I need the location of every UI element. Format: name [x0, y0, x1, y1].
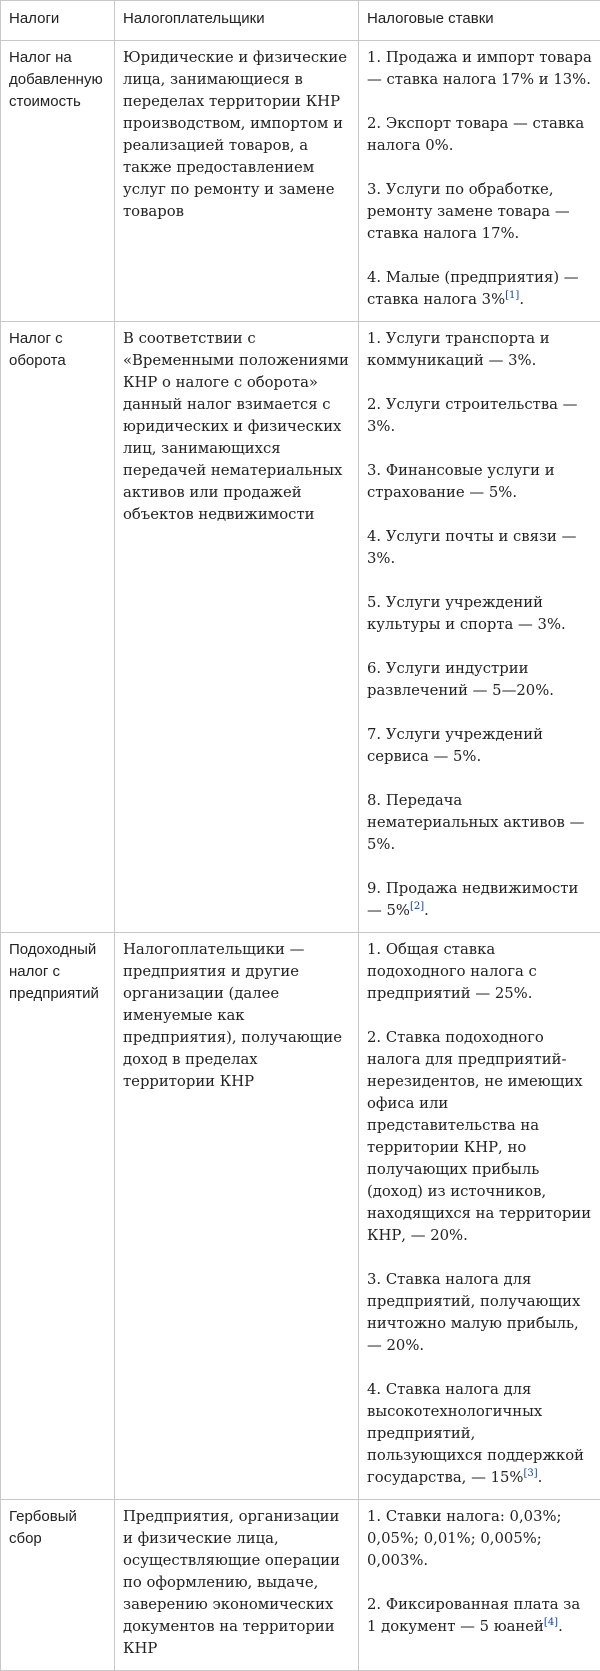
- rate-item: 2. Экспорт товара — ставка налога 0%.: [367, 113, 592, 157]
- rates-cell: [359, 933, 600, 1500]
- rate-text: 9. Продажа недвижимости — 5%: [367, 880, 578, 919]
- tax-name-cell: Налог с оборота: [1, 322, 115, 933]
- rate-text: 4. Ставка налога для высокотехнологичных предприятий, пользующихся поддержкой государства, — 15%: [367, 1381, 584, 1486]
- tax-name-cell: Гербовый сбор: [1, 1500, 115, 1671]
- rate-item: 1. Продажа и импорт товара — ставка налога 17% и 13%.: [367, 47, 592, 91]
- rate-item: 2. Ставка подоходного налога для предприятий-нерезидентов, не имеющих офиса или представительства на территории КНР, но получающих прибыль (доход) из источников, находящихся на территории КНР, — 20%.: [367, 1027, 592, 1247]
- header-tax-rates: Налоговые ставки: [359, 1, 600, 41]
- rate-item: 7. Услуги учреждений сервиса — 5%.: [367, 724, 592, 768]
- rates-cell: [359, 41, 600, 322]
- rate-item: 3. Финансовые услуги и страхование — 5%.: [367, 460, 592, 504]
- rate-text: 4. Малые (предприятия) — ставка налога 3%: [367, 269, 579, 308]
- taxpayers-cell: В соответствии с «Временными положениями КНР о налоге с оборота» данный налог взимается с юридических и физических лиц, занимающихся передачей нематериальных активов или продажей объектов недвижимости: [115, 322, 359, 933]
- rate-item: 6. Услуги индустрии развлечений — 5—20%.: [367, 658, 592, 702]
- rate-item: 1. Услуги транспорта и коммуникаций — 3%.: [367, 328, 592, 372]
- tax-name-cell: Подоходный налог с предприятий: [1, 933, 115, 1500]
- rate-item: [367, 1594, 592, 1638]
- rate-item: [367, 878, 592, 922]
- rates-cell: [359, 322, 600, 933]
- taxpayers-cell: Предприятия, организации и физические лица, осуществляющие операции по оформлению, выдаче, заверению экономических документов на территории КНР: [115, 1500, 359, 1671]
- taxpayers-cell: Юридические и физические лица, занимающиеся в переделах территории КНР производством, импортом и реализацией товаров, а также предоставлением услуг по ремонту и замене товаров: [115, 41, 359, 322]
- rate-item: [367, 267, 592, 311]
- footnote-link[interactable]: [2]: [410, 901, 424, 912]
- taxpayers-cell: Налогоплательщики — предприятия и другие организации (далее именуемые как предприятия), получающие доход в пределах территории КНР: [115, 933, 359, 1500]
- footnote-link[interactable]: [4]: [544, 1617, 558, 1628]
- tax-name-cell: Налог на добавленную стоимость: [1, 41, 115, 322]
- footnote-link[interactable]: [3]: [523, 1468, 537, 1479]
- rate-item: 1. Ставки налога: 0,03%; 0,05%; 0,01%; 0,005%; 0,003%.: [367, 1506, 592, 1572]
- footnote-link[interactable]: [1]: [505, 290, 519, 301]
- rate-end: .: [538, 1469, 543, 1486]
- rate-end: .: [519, 291, 524, 308]
- rate-text: 2. Фиксированная плата за 1 документ — 5 юаней: [367, 1596, 580, 1635]
- rates-cell: [359, 1500, 600, 1671]
- table-row: [1, 933, 600, 1500]
- table-row: [1, 322, 600, 933]
- rate-item: 5. Услуги учреждений культуры и спорта — 3%.: [367, 592, 592, 636]
- rate-item: [367, 1379, 592, 1489]
- header-taxpayers: Налогоплательщики: [115, 1, 359, 41]
- rate-item: 3. Ставка налога для предприятий, получающих ничтожно малую прибыль, — 20%.: [367, 1269, 592, 1357]
- rate-item: 3. Услуги по обработке, ремонту замене товара — ставка налога 17%.: [367, 179, 592, 245]
- rate-item: 4. Услуги почты и связи — 3%.: [367, 526, 592, 570]
- rate-item: 2. Услуги строительства — 3%.: [367, 394, 592, 438]
- rate-item: 1. Общая ставка подоходного налога с предприятий — 25%.: [367, 939, 592, 1005]
- header-row: [1, 1, 600, 41]
- header-taxes: Налоги: [1, 1, 115, 41]
- rate-end: .: [424, 902, 429, 919]
- rate-end: .: [558, 1618, 563, 1635]
- table-row: [1, 1500, 600, 1671]
- rate-item: 8. Передача нематериальных активов — 5%.: [367, 790, 592, 856]
- table-row: [1, 41, 600, 322]
